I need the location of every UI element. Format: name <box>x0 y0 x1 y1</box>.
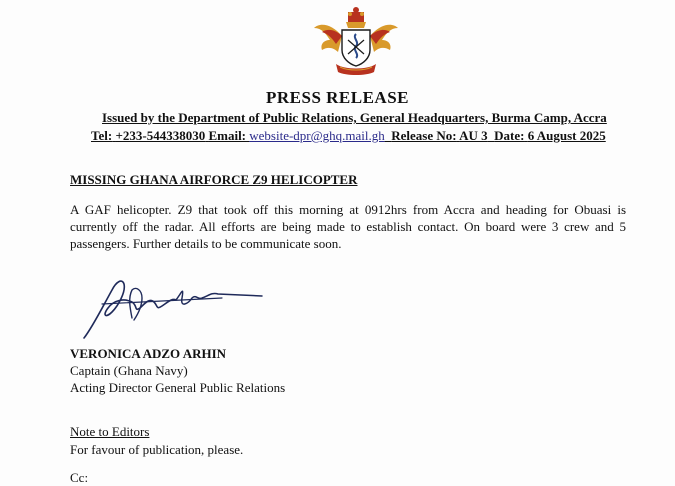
tel-value: +233-544338030 <box>115 128 206 143</box>
signatory-rank: Captain (Ghana Navy) <box>70 363 188 378</box>
release-label: Release No: <box>391 128 457 143</box>
note-to-editors-title: Note to Editors <box>70 424 150 439</box>
date-value: 6 August 2025 <box>527 128 606 143</box>
handwritten-signature <box>72 268 272 344</box>
page-title: PRESS RELEASE <box>265 88 410 107</box>
signatory-name: VERONICA ADZO ARHIN <box>70 346 227 361</box>
release-headline: MISSING GHANA AIRFORCE Z9 HELICOPTER <box>70 172 358 187</box>
issued-by-line: Issued by the Department of Public Relations, General Headquarters, Burma Camp, Accra <box>102 110 607 125</box>
cc-line: Cc: <box>70 470 89 485</box>
ghana-armed-forces-crest-icon <box>308 6 404 76</box>
date-label: Date: <box>494 128 525 143</box>
signatory-role: Acting Director General Public Relations <box>70 380 286 395</box>
release-value: AU 3 <box>459 128 488 143</box>
note-to-editors-text: For favour of publication, please. <box>70 442 244 457</box>
release-body: A GAF helicopter. Z9 that took off this morning at 0912hrs from Accra and heading for Obuasi is currently off the radar. All efforts are being made to establish contact. On board were 3 crew and 5 passengers. Further details to be communicate soon. <box>70 202 626 251</box>
email-label: Email: <box>208 128 247 143</box>
tel-label: Tel: <box>91 128 113 143</box>
email-link[interactable]: website-dpr@ghq.mail.gh <box>249 128 385 143</box>
contact-line <box>91 128 606 144</box>
